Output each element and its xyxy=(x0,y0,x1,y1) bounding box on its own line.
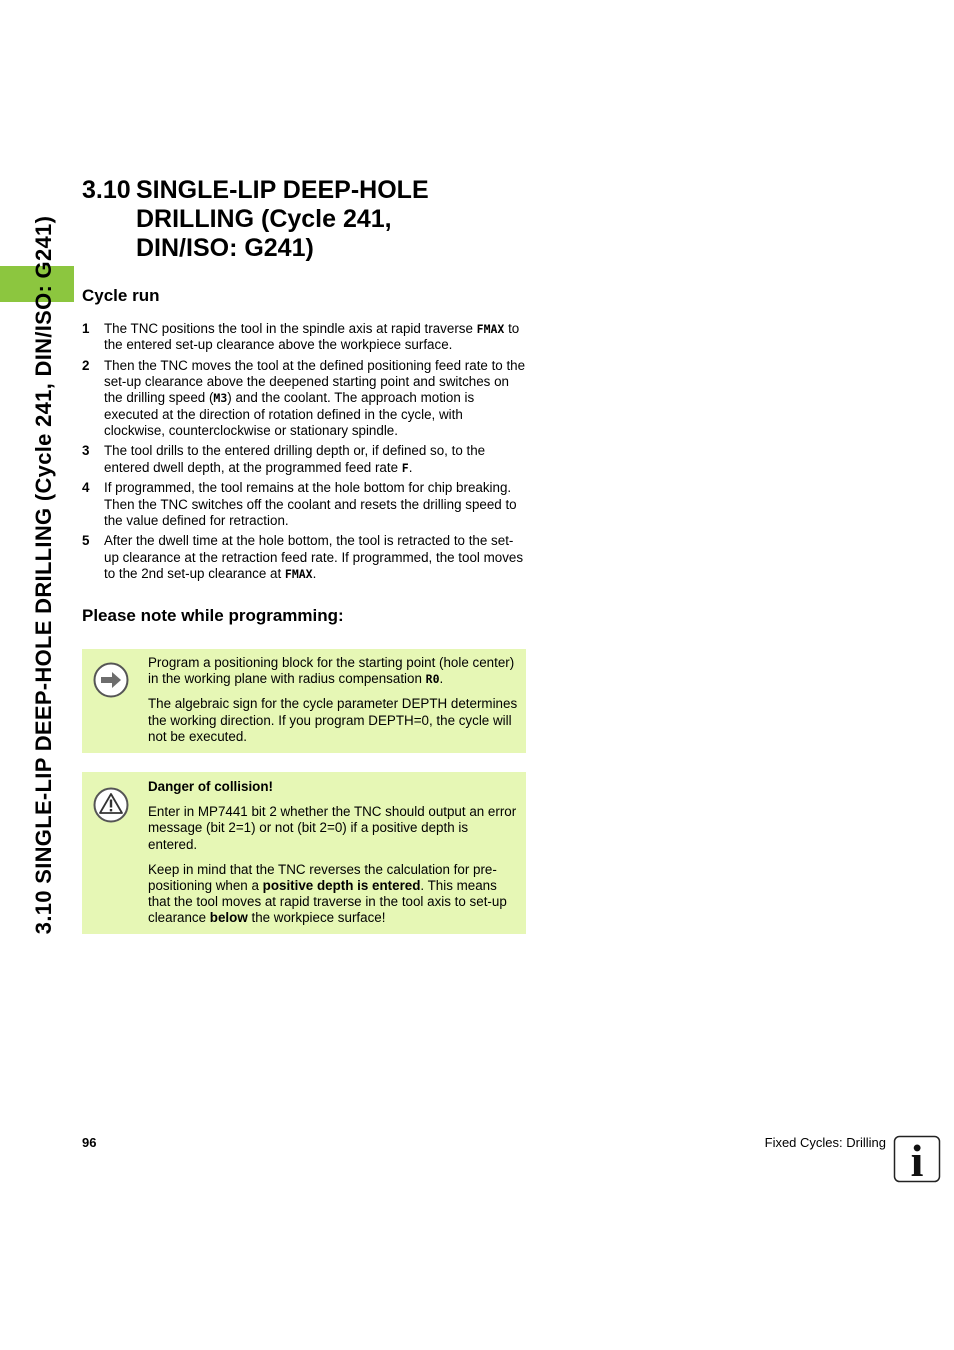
step-text xyxy=(104,358,527,439)
page-title xyxy=(82,176,429,263)
note-paragraph xyxy=(148,804,518,853)
warning-box xyxy=(82,772,526,934)
note-paragraph xyxy=(148,779,518,795)
text-run: After the dwell time at the hole bottom, the tool is retracted to the set-up clearance at the retraction feed rate. If programmed, the tool moves to the 2nd set-up clearance at xyxy=(104,533,524,581)
programming-notes-heading: Please note while programming: xyxy=(82,606,344,625)
inline-code: F xyxy=(401,460,409,475)
warning-text xyxy=(148,779,518,936)
inline-code: FMAX xyxy=(284,566,313,581)
section-number: 3.10 xyxy=(82,176,131,204)
inline-code: R0 xyxy=(425,672,440,687)
list-item xyxy=(82,321,527,353)
text-run: Then the TNC moves the tool at the defined positioning feed rate to the set-up clearance above the deepened starting point and switches on the drilling speed ( xyxy=(104,357,526,406)
text-run: The TNC positions the tool in the spindle axis at rapid traverse xyxy=(104,321,477,336)
text-run: Keep in mind that the TNC reverses the calculation for pre-positioning when a xyxy=(148,861,497,894)
cycle-run-heading: Cycle run xyxy=(82,286,160,305)
text-run: . xyxy=(408,459,413,475)
cycle-steps-list xyxy=(82,321,527,587)
text-run: . xyxy=(312,565,317,581)
note-paragraph xyxy=(148,655,518,687)
list-item xyxy=(82,533,527,582)
note-box xyxy=(82,649,526,753)
text-run: ) and the coolant. The approach motion is executed at the direction of rotation defined in the cycle, with clockwise, counterclockwise or stationary spindle. xyxy=(104,390,475,438)
list-item xyxy=(82,443,527,475)
text-run: the workpiece surface! xyxy=(247,910,386,926)
page-number: 96 xyxy=(82,1135,97,1150)
inline-code: M3 xyxy=(213,391,228,406)
info-icon-glyph: i xyxy=(910,1135,924,1183)
note-paragraph xyxy=(148,862,518,927)
step-number: 2 xyxy=(82,357,90,373)
step-text xyxy=(104,480,527,529)
step-number: 3 xyxy=(82,443,90,459)
emphasis-text: positive depth is entered xyxy=(262,878,421,894)
note-text xyxy=(148,655,518,754)
step-text xyxy=(104,443,527,475)
text-run: . xyxy=(439,671,444,687)
text-run: Enter in MP7441 bit 2 whether the TNC should output an error message (bit 2=1) or not (bit 2=0) if a positive depth is entered. xyxy=(148,804,517,852)
arrow-right-icon xyxy=(92,661,130,699)
step-text xyxy=(104,321,527,353)
emphasis-text: below xyxy=(209,910,248,926)
inline-code: FMAX xyxy=(476,322,505,336)
section-title: SINGLE-LIP DEEP-HOLE DRILLING (Cycle 241, DIN/ISO: G241) xyxy=(136,176,429,262)
warning-triangle-icon xyxy=(92,786,130,824)
list-item xyxy=(82,358,527,439)
chapter-name: Fixed Cycles: Drilling xyxy=(764,1135,886,1150)
side-running-title-text: 3.10 SINGLE-LIP DEEP-HOLE DRILLING (Cycle 241, DIN/ISO: G241) xyxy=(31,215,56,935)
step-number: 4 xyxy=(82,480,90,496)
text-run: Program a positioning block for the starting point (hole center) in the working plane with radius compensation xyxy=(148,655,515,687)
list-item xyxy=(82,480,527,529)
text-run: The algebraic sign for the cycle parameter DEPTH determines the working direction. If you program DEPTH=0, the cycle will not be executed. xyxy=(148,696,518,744)
step-number: 5 xyxy=(82,533,90,549)
emphasis-text: Danger of collision! xyxy=(148,779,273,794)
note-paragraph xyxy=(148,696,518,745)
text-run: If programmed, the tool remains at the hole bottom for chip breaking. Then the TNC switches off the coolant and resets the drilling speed to the value defined for retraction. xyxy=(104,480,517,528)
step-number: 1 xyxy=(82,321,90,336)
text-run: The tool drills to the entered drilling depth or, if defined so, to the entered dwell depth, at the programmed feed rate xyxy=(104,443,486,475)
step-text xyxy=(104,533,527,582)
text-run: . This means that the tool moves at rapid traverse in the tool axis to set-up clearance xyxy=(148,878,507,926)
info-icon xyxy=(893,1135,941,1183)
text-run: to the entered set-up clearance above the workpiece surface. xyxy=(104,321,520,353)
